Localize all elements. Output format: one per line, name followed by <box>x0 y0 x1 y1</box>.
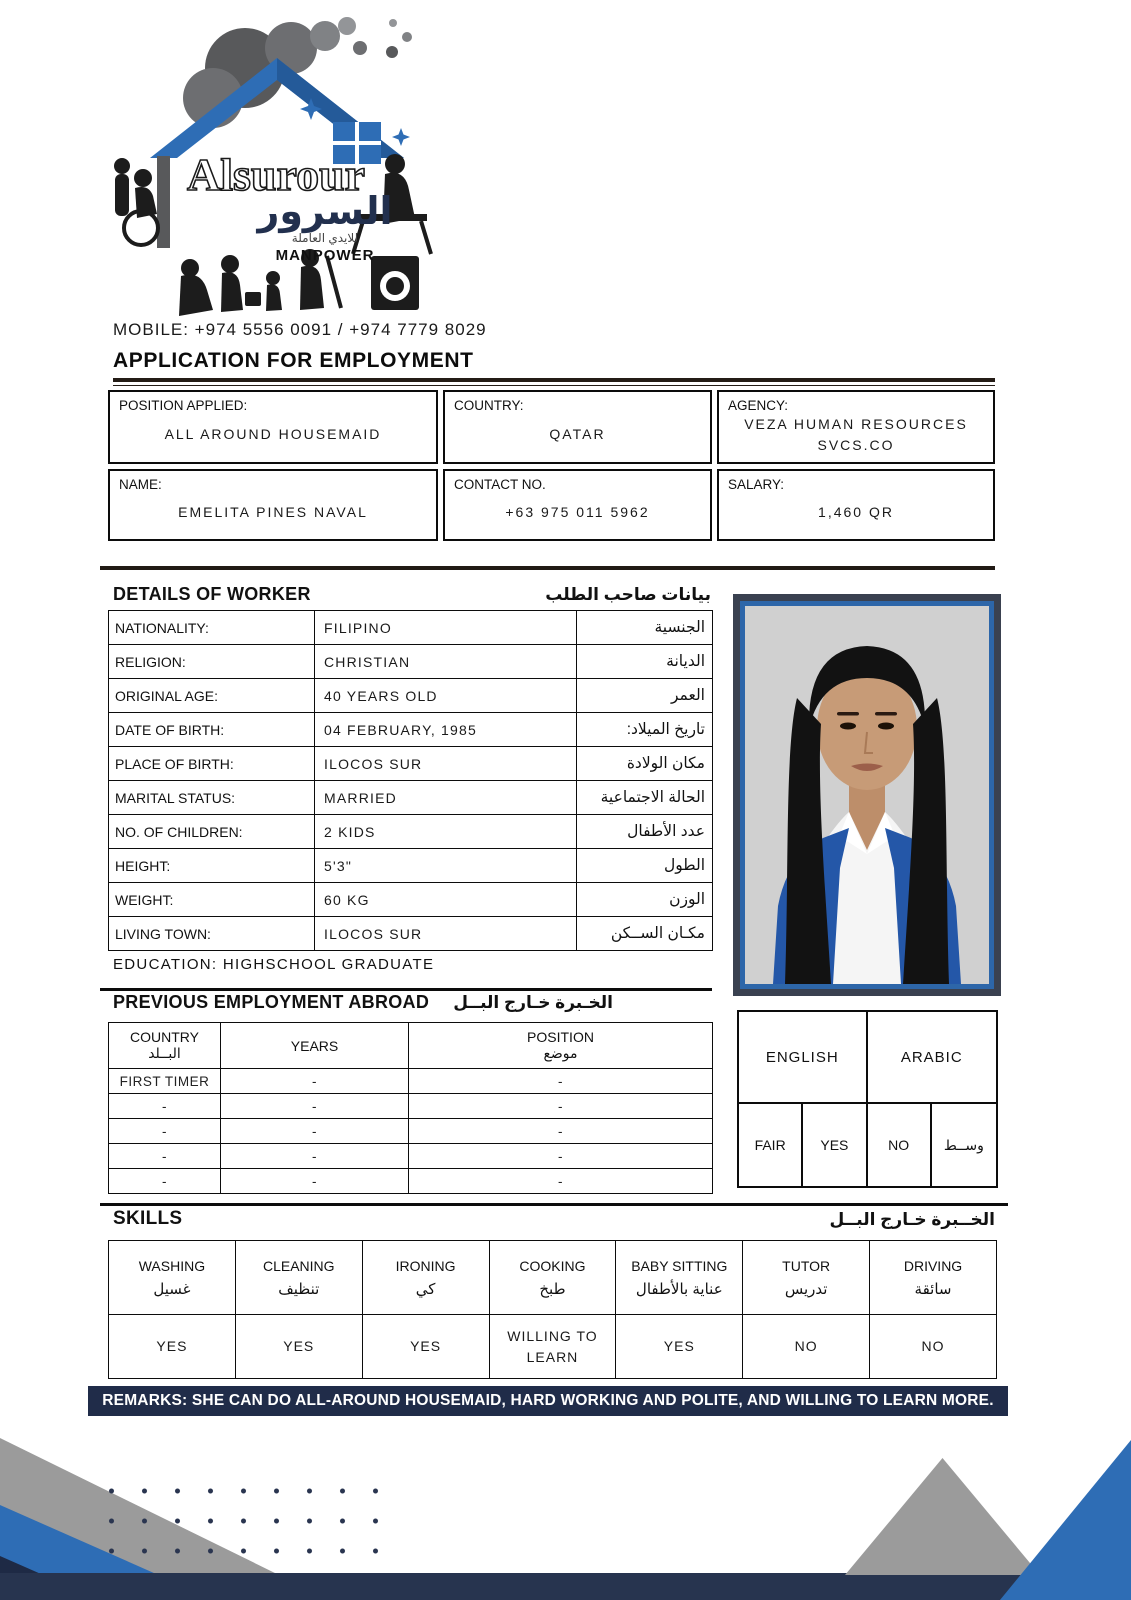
detail-label-arabic: مكـان الســكن <box>577 917 713 951</box>
title-divider <box>113 378 995 386</box>
skills-table <box>108 1240 997 1379</box>
languages-table <box>737 1010 998 1188</box>
cell-country: - <box>109 1169 221 1194</box>
detail-value: 40 YEARS OLD <box>315 679 577 713</box>
table-row <box>109 849 713 883</box>
page-title: APPLICATION FOR EMPLOYMENT <box>113 349 474 372</box>
column-years <box>221 1023 409 1069</box>
language-english-header: ENGLISH <box>739 1012 868 1102</box>
detail-label-arabic: الطول <box>577 849 713 883</box>
table-row <box>109 1169 713 1194</box>
mobile-number: MOBILE: +974 5556 0091 / +974 7779 8029 <box>113 320 487 339</box>
previous-employment-topline <box>100 988 712 991</box>
table-row <box>109 1069 713 1094</box>
detail-label: DATE OF BIRTH: <box>109 713 315 747</box>
skill-label-arabic: غسيل <box>153 1280 191 1298</box>
cell-years: - <box>221 1144 409 1169</box>
cell-country: FIRST TIMER <box>109 1069 221 1094</box>
country-cell <box>443 390 712 464</box>
detail-label-arabic: العمر <box>577 679 713 713</box>
salary-cell <box>717 469 995 541</box>
english-level-flag: YES <box>803 1104 867 1186</box>
remarks-banner: REMARKS: SHE CAN DO ALL-AROUND HOUSEMAID, HARD WORKING AND POLITE, AND WILLING TO LEARN MORE. <box>88 1386 1008 1416</box>
worker-details-table <box>108 610 713 951</box>
logo-brand-arabic: السرور <box>257 191 393 233</box>
skill-label-arabic: سائقة <box>914 1280 952 1298</box>
skills-title: SKILLS <box>113 1208 183 1229</box>
cell-position: - <box>409 1094 713 1119</box>
skill-label: CLEANING <box>262 1257 335 1274</box>
skill-washing-header <box>109 1241 236 1315</box>
detail-label: RELIGION: <box>109 645 315 679</box>
cell-years: - <box>221 1119 409 1144</box>
detail-label: HEIGHT: <box>109 849 315 883</box>
detail-label-arabic: تاريخ الميلاد: <box>577 713 713 747</box>
skill-value: NO <box>870 1315 997 1379</box>
detail-value: FILIPINO <box>315 611 577 645</box>
logo-tagline-arabic: للايدي العاملة <box>291 231 359 245</box>
detail-value: 2 KIDS <box>315 815 577 849</box>
skill-label-arabic: تنظيف <box>278 1280 320 1298</box>
skill-driving-header <box>870 1241 997 1315</box>
application-summary-table <box>108 390 995 541</box>
cell-position: - <box>409 1069 713 1094</box>
column-label-arabic: موضع <box>543 1045 578 1061</box>
detail-value: ILOCOS SUR <box>315 917 577 951</box>
detail-label: ORIGINAL AGE: <box>109 679 315 713</box>
column-label: YEARS <box>290 1037 339 1054</box>
cell-position: - <box>409 1144 713 1169</box>
skill-value: YES <box>616 1315 743 1379</box>
field-label: CONTACT NO. <box>454 477 546 492</box>
cell-country: - <box>109 1144 221 1169</box>
table-row <box>109 611 713 645</box>
languages-value-row <box>739 1102 996 1186</box>
cell-position: - <box>409 1119 713 1144</box>
details-title-arabic: بيانات صاحب الطلب <box>545 585 711 604</box>
table-row <box>109 713 713 747</box>
skill-label-arabic: تدريس <box>784 1280 828 1298</box>
skill-label: BABY SITTING <box>631 1257 728 1274</box>
skill-value: YES <box>109 1315 236 1379</box>
footer-triangle-gray-right <box>845 1458 1040 1575</box>
applicant-photo-inner <box>740 601 994 989</box>
skill-ironing-header <box>362 1241 489 1315</box>
field-label: AGENCY: <box>728 398 789 413</box>
english-level: FAIR <box>739 1104 803 1186</box>
skill-tutor-header <box>743 1241 870 1315</box>
cell-position: - <box>409 1169 713 1194</box>
detail-label: LIVING TOWN: <box>109 917 315 951</box>
field-label: SALARY: <box>728 477 785 492</box>
skill-label-arabic: عناية بالأطفال <box>635 1280 723 1298</box>
detail-label-arabic: الجنسية <box>577 611 713 645</box>
table-row <box>109 781 713 815</box>
agency-logo <box>95 6 455 318</box>
name-cell <box>108 469 438 541</box>
field-value: QATAR <box>549 426 606 442</box>
skill-label: COOKING <box>519 1257 586 1274</box>
detail-value: 60 KG <box>315 883 577 917</box>
column-country <box>109 1023 221 1069</box>
skill-babysitting-header <box>616 1241 743 1315</box>
details-title: DETAILS OF WORKER <box>113 584 311 604</box>
skills-topline <box>100 1203 1008 1206</box>
detail-value: 04 FEBRUARY, 1985 <box>315 713 577 747</box>
detail-value: MARRIED <box>315 781 577 815</box>
column-label-arabic: البــلد <box>148 1045 181 1061</box>
cell-years: - <box>221 1069 409 1094</box>
skill-label-arabic: طبخ <box>539 1280 566 1298</box>
table-header-row <box>109 1023 713 1069</box>
previous-employment-title: PREVIOUS EMPLOYMENT ABROAD <box>113 992 430 1012</box>
arabic-level: وســط <box>943 1136 984 1153</box>
detail-label-arabic: الحالة الاجتماعية <box>577 781 713 815</box>
detail-value: ILOCOS SUR <box>315 747 577 781</box>
contact-cell <box>443 469 712 541</box>
table-row <box>109 1144 713 1169</box>
field-value: VEZA HUMAN RESOURCES SVCS.CO <box>744 415 968 453</box>
details-heading <box>113 584 711 605</box>
education-line: EDUCATION: HIGHSCHOOL GRADUATE <box>113 956 435 973</box>
agency-logo-graphic <box>95 6 455 318</box>
cell-country: - <box>109 1094 221 1119</box>
detail-label-arabic: عدد الأطفال <box>577 815 713 849</box>
cell-years: - <box>221 1169 409 1194</box>
previous-employment-table <box>108 1022 713 1194</box>
field-label: NAME: <box>119 477 162 492</box>
field-value: +63 975 011 5962 <box>505 504 650 520</box>
detail-value: 5'3" <box>315 849 577 883</box>
skill-value: YES <box>362 1315 489 1379</box>
skill-label: DRIVING <box>903 1257 963 1274</box>
detail-label: PLACE OF BIRTH: <box>109 747 315 781</box>
skill-value: NO <box>743 1315 870 1379</box>
table-row <box>109 917 713 951</box>
column-position <box>409 1023 713 1069</box>
detail-label: NO. OF CHILDREN: <box>109 815 315 849</box>
position-applied-cell <box>108 390 438 464</box>
skill-value: WILLING TO LEARN <box>489 1315 616 1379</box>
logo-brand-text: Alsurour <box>187 149 366 200</box>
detail-label: MARITAL STATUS: <box>109 781 315 815</box>
detail-value: CHRISTIAN <box>315 645 577 679</box>
field-value: EMELITA PINES NAVAL <box>178 504 368 520</box>
column-label: COUNTRY <box>130 1029 199 1045</box>
field-value: 1,460 QR <box>818 504 894 520</box>
previous-employment-heading <box>113 992 613 1013</box>
footer-navy-bar <box>0 1573 1131 1600</box>
agency-cell <box>717 390 995 464</box>
table-row <box>109 645 713 679</box>
arabic-level-flag: NO <box>868 1104 932 1186</box>
column-label: POSITION <box>527 1029 594 1045</box>
field-value: ALL AROUND HOUSEMAID <box>164 426 382 442</box>
logo-tagline: MANPOWER <box>275 247 375 264</box>
table-header-row <box>109 1241 997 1315</box>
detail-label: WEIGHT: <box>109 883 315 917</box>
skill-label: WASHING <box>138 1257 206 1274</box>
previous-employment-title-arabic: الخـبرة خـارج البــل <box>453 993 613 1012</box>
skill-label-arabic: كي <box>415 1280 436 1298</box>
field-label: POSITION APPLIED: <box>119 398 248 413</box>
skill-label: IRONING <box>395 1257 456 1274</box>
table-row <box>109 815 713 849</box>
language-arabic-header: ARABIC <box>900 1048 963 1066</box>
detail-label-arabic: الوزن <box>577 883 713 917</box>
cell-years: - <box>221 1094 409 1119</box>
skills-heading <box>113 1208 995 1230</box>
field-label: COUNTRY: <box>454 398 524 413</box>
table-row <box>109 883 713 917</box>
skill-cooking-header <box>489 1241 616 1315</box>
skills-title-arabic: الخــبرة خـارج البــل <box>829 1210 995 1229</box>
skill-value: YES <box>235 1315 362 1379</box>
languages-header-row <box>739 1012 996 1102</box>
section-divider <box>100 566 995 570</box>
cell-country: - <box>109 1119 221 1144</box>
detail-label: NATIONALITY: <box>109 611 315 645</box>
table-row <box>109 1315 997 1379</box>
detail-label-arabic: الديانة <box>577 645 713 679</box>
applicant-photo <box>733 594 1001 996</box>
table-row <box>109 1119 713 1144</box>
detail-label-arabic: مكان الولادة <box>577 747 713 781</box>
table-row <box>109 679 713 713</box>
skill-label: TUTOR <box>782 1257 831 1274</box>
skill-cleaning-header <box>235 1241 362 1315</box>
table-row <box>109 747 713 781</box>
table-row <box>109 1094 713 1119</box>
applicant-portrait <box>745 606 989 984</box>
